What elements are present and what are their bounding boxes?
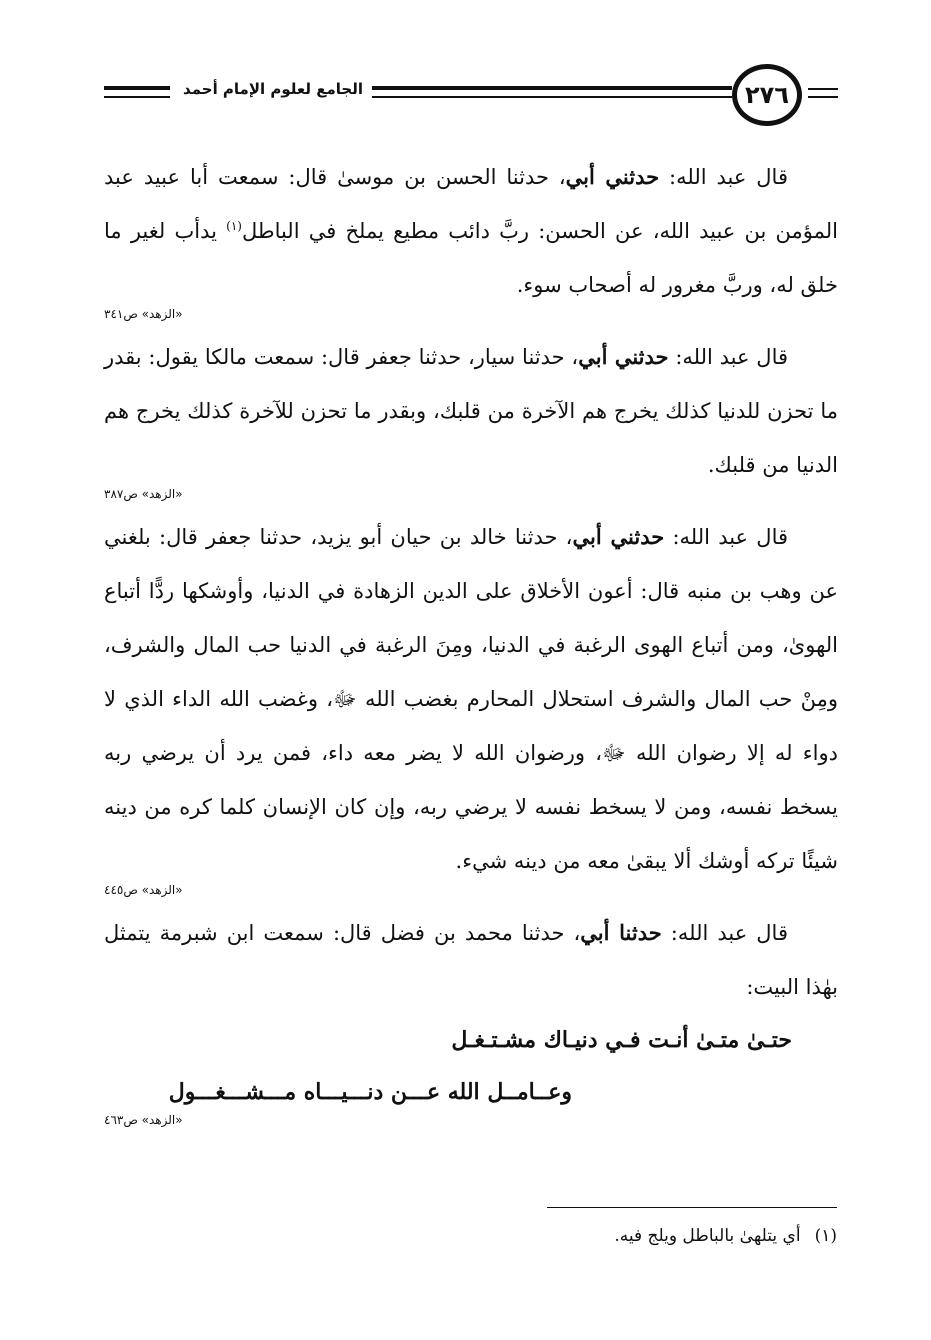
header-rule-right-top: [808, 88, 838, 90]
paragraph-lead: قال عبد الله:: [661, 921, 788, 945]
narrator-phrase: حدثني أبي: [565, 164, 660, 189]
narrator-phrase: حدثني أبي: [578, 344, 669, 369]
paragraph-text-continued: يدأب لغير ما خلق له، وربَّ مغرور له أصحاب سوء.: [104, 219, 838, 297]
source-citation: «الزهد» ص٣٨٧: [104, 487, 183, 501]
footnote-separator: [547, 1207, 837, 1208]
paragraph-text: ، حدثنا خالد بن حيان أبو يزيد، حدثنا جعفر قال: بلغني عن وهب بن منبه قال: أعون الأخلاق على الدين الزهادة في الدنيا، وأوشكها ردًّا أتباع الهوىٰ، ومن أتباع الهوى الرغبة في الدنيا، ومِنَ الرغبة في الدنيا حب المال والشرف، ومِنْ حب المال والشرف استحلال المحارم بغضب الله ﷻ، وغضب الله الداء الذي لا دواء له إلا رضوان الله ﷻ، ورضوان الله لا يضر معه داء، فمن يرد أن يرضي ربه يسخط نفسه، ومن لا يسخط نفسه لا يرضي ربه، وإن كان الإنسان كلما كره من دينه شيئًا تركه أوشك ألا يبقىٰ معه من دينه شيء.: [104, 525, 838, 873]
paragraph-4: [104, 906, 838, 1014]
header-rule-middle-bottom: [368, 96, 732, 98]
header-rule-right-bottom: [808, 96, 838, 98]
source-citation: «الزهد» ص٤٦٣: [104, 1113, 183, 1127]
narrator-phrase: حدثنا أبي: [580, 920, 662, 945]
source-citation: «الزهد» ص٤٤٥: [104, 883, 183, 897]
page-header: [104, 62, 838, 132]
source-citation: «الزهد» ص٣٤١: [104, 307, 183, 321]
paragraph-3: [104, 510, 838, 888]
paragraph-text: ، حدثنا محمد بن فضل قال: سمعت ابن شبرمة يتمثل بهٰذا البيت:: [104, 921, 838, 999]
page-number: ٢٧٦: [732, 64, 802, 126]
header-rule-middle-top: [368, 86, 732, 90]
verse-line-2: وعــامــل الله عـــن دنـــيـــاه مـــشـــغـــول: [168, 1079, 572, 1105]
footnote: [614, 1226, 837, 1246]
paragraph-lead: قال عبد الله:: [664, 525, 789, 549]
paragraph-text: ، حدثنا الحسن بن موسىٰ قال: سمعت أبا عبيد عبد المؤمن بن عبيد الله، عن الحسن: ربَّ دائب مطيع يملخ في الباطل: [104, 165, 838, 243]
verse-line-1: حتـىٰ متـىٰ أنـت فـي دنيـاك مشـتـغـل: [451, 1027, 792, 1053]
paragraph-1: [104, 150, 838, 312]
page-body: [104, 150, 838, 1136]
narrator-phrase: حدثني أبي: [572, 524, 665, 549]
book-title: الجامع لعلوم الإمام أحمد: [174, 80, 372, 98]
footnote-text: أي يتلهىٰ بالباطل ويلج فيه.: [614, 1226, 801, 1246]
paragraph-lead: قال عبد الله:: [668, 345, 789, 369]
paragraph-text: ، حدثنا سيار، حدثنا جعفر قال: سمعت مالكا يقول: بقدر ما تحزن للدنيا كذلك يخرج هم الآخرة من قلبك، وبقدر ما تحزن للآخرة كذلك يخرج هم الدنيا من قلبك.: [104, 345, 838, 477]
footnote-reference: (١): [226, 219, 242, 233]
header-rule-left-bottom: [104, 96, 170, 98]
paragraph-lead: قال عبد الله:: [659, 165, 788, 189]
footnote-number: (١): [814, 1226, 837, 1246]
header-rule-left-top: [104, 86, 170, 90]
paragraph-2: [104, 330, 838, 492]
